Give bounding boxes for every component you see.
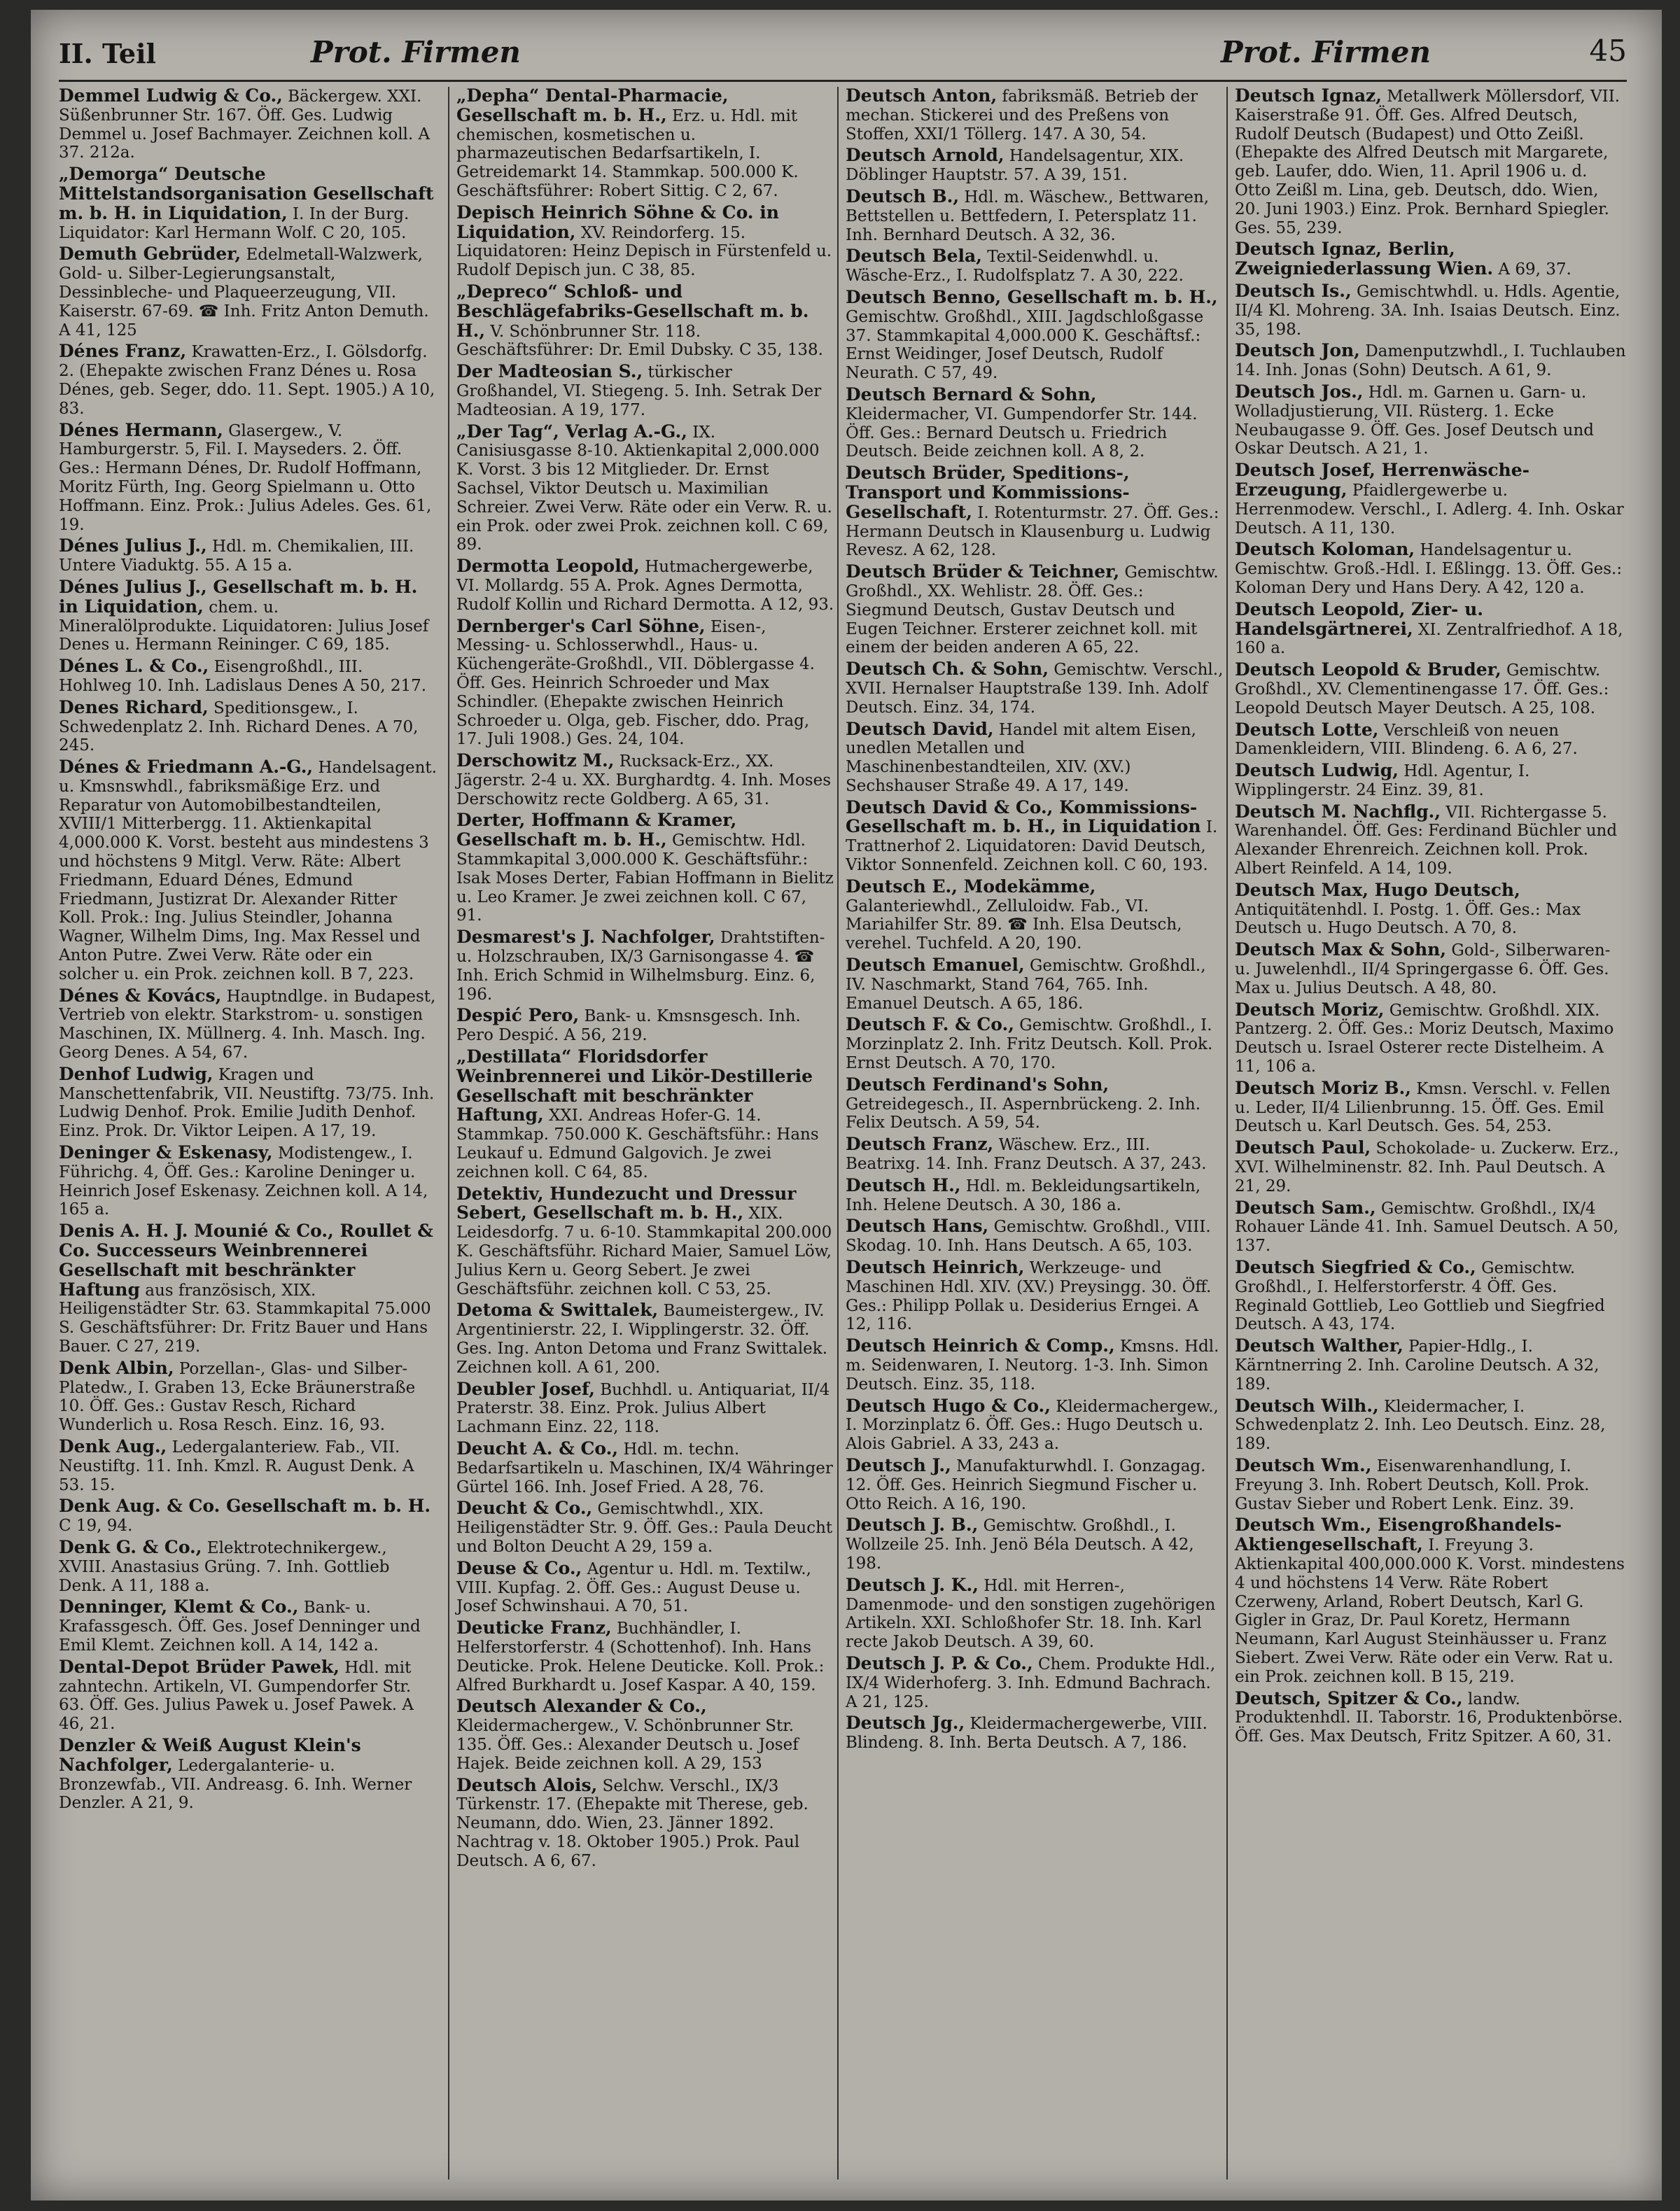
entry-details: Kleidermachergew., I. Morzinplatz 6. Öff. Ges.: Hugo Deutsch u. Alois Gabriel. A 33, 243 a. xyxy=(846,1397,1219,1454)
entry-details: Hdl. mit zahntechn. Artikeln, VI. Gumpendorfer Str. 63. Öff. Ges. Julius Pawek u. Josef Pawek. A 46, 21. xyxy=(59,1658,414,1734)
entry-details: Hdl. m. Bekleidungsartikeln, Inh. Helene Deutsch. A 30, 186 a. xyxy=(846,1177,1201,1214)
directory-entry xyxy=(456,1048,834,1182)
entry-details: Selchw. Verschl., IX/3 Türkenstr. 17. (Ehepakte mit Therese, geb. Neumann, ddo. Wien, 23. Jänner 1892. Nachtrag v. 18. Oktober 1905.) Prok. Paul Deutsch. A 6, 67. xyxy=(456,1776,808,1870)
entry-details: IX. Canisiusgasse 8-10. Aktienkapital 2,000.000 K. Vorst. 3 bis 12 Mitglieder. Dr. Ernst Sachsel, Viktor Deutsch u. Maximilian Schreier. Zwei Verw. Räte oder ein Verw. R. u. ein Prok. oder zwei Prok. zeichnen koll. C 69, 89. xyxy=(456,423,832,554)
entry-details: Hdl. m. Chemikalien, III. Untere Viaduktg. 55. A 15 a. xyxy=(59,538,414,575)
directory-entry xyxy=(456,1380,834,1437)
firm-name: Denk Albin, xyxy=(59,1357,174,1378)
entry-details: Drahtstiften- u. Holzschrauben, IX/3 Garnisongasse 4. ☎ Inh. Erich Schmid in Wilhelmsburg. Einz. 6, 196. xyxy=(456,929,825,1004)
firm-name: Deucht & Co., xyxy=(456,1498,593,1519)
directory-entry xyxy=(846,1076,1224,1132)
firm-name: „Depha“ Dental-Pharmacie, Gesellschaft m. b. H., xyxy=(456,87,729,125)
directory-entry xyxy=(846,1174,1224,1215)
firm-name: Deutsch J. B., xyxy=(846,1515,979,1536)
directory-entry xyxy=(1235,803,1627,878)
directory-entry xyxy=(59,758,437,984)
entry-details: Textil-Seidenwhdl. u. Wäsche-Erz., I. Rudolfsplatz 7. A 30, 222. xyxy=(846,248,1184,286)
directory-entry xyxy=(846,1217,1224,1256)
entry-details: Gemischtw. Großhdl., XX. Wehlistr. 28. Öff. Ges.: Siegmund Deutsch, Gustav Deutsch und Eugen Teichner. Ersterer zeichnet koll. mit einem der beiden anderen A 65, 22. xyxy=(846,563,1219,657)
entry-details: Hdl. m. Garnen u. Garn- u. Wolladjustierung, VII. Rüsterg. 1. Ecke Neubaugasse 9. Öff. Ges. Josef Deutsch und Oskar Deutsch. A 21, 1. xyxy=(1235,383,1594,458)
directory-entry xyxy=(846,1337,1224,1394)
firm-name: Denk Aug. & Co. Gesellschaft m. b. H. xyxy=(59,1496,431,1517)
directory-entry xyxy=(1235,881,1627,938)
directory-entry xyxy=(59,165,437,242)
entry-details: Glasergew., V. Hamburgerstr. 5, Fil. I. Mayseders. 2. Öff. Ges.: Hermann Dénes, Dr. Rudolf Hoffmann, Moritz Fürth, Ing. Georg Spielmann u. Otto Hoffmann. Einz. Prok.: Julius Adeles. Ges. 61, 19. xyxy=(59,421,432,534)
entry-details: Handelsagentur, XIX. Döblinger Hauptstr. 57. A 39, 151. xyxy=(846,147,1184,185)
firm-name: Deutsch Brüder & Teichner, xyxy=(846,561,1120,582)
entry-details: Schokolade- u. Zuckerw. Erz., XVI. Wilhelminenstr. 82. Inh. Paul Deutsch. A 21, 29. xyxy=(1235,1139,1619,1195)
firm-name: Deutsch Ferdinand's Sohn, xyxy=(846,1074,1110,1095)
directory-entry xyxy=(846,720,1224,796)
directory-entry xyxy=(846,956,1224,1013)
firm-name: Deutsch David, xyxy=(846,718,994,739)
directory-entry xyxy=(846,464,1224,560)
directory-entry xyxy=(1235,1001,1627,1076)
entry-details: Hdl. m. techn. Bedarfsartikeln u. Maschinen, IX/4 Währinger Gürtel 166. Inh. Josef Fried. A 28, 76. xyxy=(456,1440,833,1496)
directory-entry xyxy=(1235,240,1627,279)
directory-entry xyxy=(456,1559,834,1616)
firm-name: „Depreco“ Schloß- und Beschlägefabriks-Gesellschaft m. b. H., xyxy=(456,281,809,341)
directory-entry xyxy=(59,657,437,696)
firm-name: Denninger, Klemt & Co., xyxy=(59,1596,299,1617)
entry-details: Gemischtw. Großhdl., XIII. Jagdschloßgasse 37. Stammkapital 4,000.000 K. Geschäftsf.: Ernst Weidinger, Josef Deutsch, Rudolf Neurath. C 57, 49. xyxy=(846,307,1204,383)
directory-entry xyxy=(59,1538,437,1595)
firm-name: Deutsch Leopold, Zier- u. Handelsgärtnerei, xyxy=(1235,598,1483,639)
directory-entry xyxy=(1235,1079,1627,1136)
firm-name: Deutsch Emanuel, xyxy=(846,955,1025,976)
directory-entry xyxy=(846,1652,1224,1711)
directory-entry xyxy=(456,1301,834,1377)
directory-entry xyxy=(456,1697,834,1773)
directory-entry xyxy=(59,421,437,535)
page-number: 45 xyxy=(1589,34,1627,68)
firm-name: Deutsch Jon, xyxy=(1235,340,1360,361)
firm-name: Detoma & Swittalek, xyxy=(456,1300,659,1321)
entry-details: XV. Reindorferg. 15. Liquidatoren: Heinz Depisch in Fürstenfeld u. Rudolf Depisch jun. C 38, 85. xyxy=(456,223,832,280)
firm-name: Deutsch Josef, Herrenwäsche-Erzeugung, xyxy=(1235,460,1530,500)
firm-name: Deutsch Ignaz, Berlin, Zweigniederlassung Wien. xyxy=(1235,239,1494,279)
directory-entry xyxy=(456,283,834,360)
entry-details: Kmsn. Verschl. v. Fellen u. Leder, II/4 Lilienbrunng. 15. Öff. Ges. Emil Deutsch u. Karl Deutsch. Ges. 54, 253. xyxy=(1235,1079,1611,1136)
directory-entry xyxy=(59,1497,437,1536)
directory-entry xyxy=(59,1065,437,1141)
directory-entry xyxy=(846,87,1224,143)
directory-entry xyxy=(1235,1139,1627,1195)
entry-details: Gemischtw. Großhdl., XV. Clementinengasse 17. Öff. Ges.: Leopold Deutsch Mayer Deutsch. A 25, 108. xyxy=(1235,661,1609,717)
directory-entry xyxy=(846,247,1224,286)
directory-entry xyxy=(1235,721,1627,759)
directory-entry xyxy=(846,563,1224,657)
directory-entry xyxy=(456,363,834,419)
firm-name: Deutsch Koloman, xyxy=(1235,539,1415,560)
entry-details: Gemischtw. Großhdl., I. Helferstorferstr. 4 Öff. Ges. Reginald Gottlieb, Leo Gottlieb und Siegfried Deutsch. A 43, 174. xyxy=(1235,1259,1605,1334)
directory-entry xyxy=(1235,383,1627,458)
firm-name: Deutsch Walther, xyxy=(1235,1335,1404,1356)
directory-entry xyxy=(456,1499,834,1556)
firm-name: Deutsch Jos., xyxy=(1235,381,1364,402)
firm-name: Deutsch Anton, xyxy=(846,87,997,106)
directory-entry xyxy=(1235,461,1627,538)
directory-entry xyxy=(59,1359,437,1435)
directory-entry xyxy=(846,1516,1224,1573)
entry-details: Bank- u. Kmsnsgesch. Inh. Pero Despić. A 56, 219. xyxy=(456,1007,801,1045)
entry-details: Eisengroßhdl., III. Hohlweg 10. Inh. Ladislaus Denes A 50, 217. xyxy=(59,658,427,695)
entry-details: XIX. Leidesdorfg. 7 u. 6-10. Stammkapital 200.000 K. Geschäftsführ. Richard Maier, Samuel Löw, Julius Kern u. Georg Sebert. Je zwei Geschäftsführ. zeichnen koll. C 53, 25. xyxy=(456,1205,832,1298)
firm-name: Denzler & Weiß August Klein's Nachfolger, xyxy=(59,1734,361,1775)
entry-details: Ledergalanterie- u. Bronzewfab., VII. Andreasg. 6. Inh. Werner Denzler. A 21, 9. xyxy=(59,1756,412,1813)
columns xyxy=(59,87,1627,2180)
directory-entry xyxy=(1235,1199,1627,1256)
entry-details: Gemischtw. Großhdl., IX/4 Rohauer Lände 41. Inh. Samuel Deutsch. A 50, 137. xyxy=(1235,1199,1619,1256)
entry-details: Baumeistergew., IV. Argentinierstr. 22, I. Wipplingerstr. 32. Öff. Ges. Ing. Anton Detoma und Franz Swittalek. Zeichnen koll. A 61, 200. xyxy=(456,1302,828,1377)
firm-name: Deninger & Eskenasy, xyxy=(59,1142,273,1163)
firm-name: Deutsch David & Co., Kommissions-Gesellschaft m. b. H., in Liquidation xyxy=(846,796,1201,837)
entry-details: Verschleiß von neuen Damenkleidern, VIII. Blindeng. 6. A 6, 27. xyxy=(1235,721,1578,759)
directory-entry xyxy=(1235,342,1627,380)
firm-name: Deuticke Franz, xyxy=(456,1617,612,1638)
firm-name: Despić Pero, xyxy=(456,1005,580,1026)
firm-name: Derschowitz M., xyxy=(456,750,615,771)
entry-details: Bank- u. Krafassgesch. Öff. Ges. Josef Denninger und Emil Klemt. Zeichnen koll. A 14, 142 a. xyxy=(59,1599,421,1655)
entry-details: Hdl. m. Wäschew., Bettwaren, Bettstellen u. Bettfedern, I. Petersplatz 11. Inh. Bernhard Deutsch. A 32, 36. xyxy=(846,188,1210,244)
entry-details: VII. Richtergasse 5. Warenhandel. Öff. Ges: Ferdinand Büchler und Alexander Ehrenreich. Zeichnen koll. Prok. Albert Reinfeld. A 14, 109. xyxy=(1235,803,1618,878)
entry-details: Gemischtwhdl. u. Hdls. Agentie, II/4 Kl. Mohreng. 3A. Inh. Isaias Deutsch. Einz. 35, 198. xyxy=(1235,282,1620,339)
directory-entry xyxy=(1235,540,1627,597)
directory-entry xyxy=(846,1714,1224,1753)
firm-name: Dénes Franz, xyxy=(59,341,187,362)
directory-entry xyxy=(59,696,437,755)
directory-entry xyxy=(846,1454,1224,1513)
directory-entry xyxy=(1235,1516,1627,1686)
column-2 xyxy=(448,87,834,2180)
directory-entry xyxy=(59,87,437,162)
entry-details: Porzellan-, Glas- und Silber-Platedw., I. Graben 13, Ecke Bräunerstraße 10. Öff. Ges.: Gustav Resch, Richard Wunderlich u. Rosa Resch. Einz. 16, 93. xyxy=(59,1359,416,1435)
directory-entry xyxy=(846,386,1224,461)
firm-name: Dental-Depot Brüder Pawek, xyxy=(59,1656,340,1677)
entry-details: Rucksack-Erz., XX. Jägerstr. 2-4 u. XX. Burghardtg. 4. Inh. Moses Derschowitz recte Goldberg. A 65, 31. xyxy=(456,752,832,808)
directory-entry xyxy=(456,204,834,280)
directory-entry xyxy=(456,1619,834,1694)
firm-name: Deutsch Brüder, Speditions-, Transport und Kommissions-Gesellschaft, xyxy=(846,463,1130,522)
entry-details: C 19, 94. xyxy=(59,1517,133,1536)
entry-details: Gemischtw. Großhdl., I. Wollzeile 25. Inh. Jenö Béla Deutsch. A 42, 198. xyxy=(846,1517,1194,1573)
firm-name: Deutsch F. & Co., xyxy=(846,1014,1014,1035)
firm-name: Deutsch Wm., xyxy=(1235,1454,1372,1475)
entry-details: Pfaidlergewerbe u. Herrenmodew. Verschl., I. Adlerg. 4. Inh. Oskar Deutsch. A 11, 130. xyxy=(1235,481,1624,538)
entry-details: I. Trattnerhof 2. Liquidatoren: David Deutsch, Viktor Sonnenfeld. Zeichnen koll. C 60, 193. xyxy=(846,818,1218,875)
firm-name: Deutsch Hans, xyxy=(846,1216,989,1237)
entry-details: Gemischtw. Großhdl. XIX. Pantzerg. 2. Öff. Ges.: Moriz Deutsch, Maximo Deutsch u. Israel Osterer recte Distelheim. A 11, 106 a. xyxy=(1235,1001,1614,1076)
firm-name: Dernberger's Carl Söhne, xyxy=(456,615,706,636)
entry-details: Handel mit altem Eisen, unedlen Metallen und Maschinenbestandteilen, XIV. (XV.) Sechshauser Straße 49. A 17, 149. xyxy=(846,720,1196,795)
entry-details: chem. u. Mineralölprodukte. Liquidatoren: Julius Josef Denes u. Hermann Reininger. C 69, 185. xyxy=(59,598,429,654)
directory-entry xyxy=(456,928,834,1004)
firm-name: Denis A. H. J. Mounié & Co., Roullet & Co. Successeurs Weinbrennerei Gesellschaft mit beschränkter Haftung xyxy=(59,1221,433,1300)
entry-details: Wäschew. Erz., III. Beatrixg. 14. Inh. Franz Deutsch. A 37, 243. xyxy=(846,1136,1207,1174)
directory-entry xyxy=(846,660,1224,717)
entry-details: Manufakturwhdl. I. Gonzagag. 12. Öff. Ges. Heinrich Siegmund Fischer u. Otto Reich. A 16, 190. xyxy=(846,1457,1206,1513)
directory-entry xyxy=(456,1006,834,1045)
firm-name: Denk G. & Co., xyxy=(59,1536,202,1557)
firm-name: Dénes & Friedmann A.-G., xyxy=(59,757,314,778)
firm-name: Deutsch H., xyxy=(846,1174,961,1195)
directory-entry xyxy=(1235,1337,1627,1394)
directory-entry xyxy=(456,1440,834,1496)
firm-name: Der Madteosian S., xyxy=(456,361,643,382)
entry-details: I. Freyung 3. Aktienkapital 400,000.000 K. Vorst. mindestens 4 und höchstens 14 Verw. Räte Robert Czerweny, Arland, Robert Deutsch, Karl G. Gigler in Graz, Dr. Paul Koretz, Hermann Neumann, Karl August Steinhäusser u. Franz Siebert. Zwei Verw. Räte oder ein Verw. Rat u. ein Prok. zeichnen koll. B 15, 219. xyxy=(1235,1536,1625,1686)
firm-name: „Der Tag“, Verlag A.-G., xyxy=(456,421,687,442)
directory-entry xyxy=(59,1598,437,1655)
directory-entry xyxy=(1235,1687,1627,1746)
firm-name: Deutsch Max, Hugo Deutsch, xyxy=(1235,879,1520,900)
firm-name: Deutsch Lotte, xyxy=(1235,719,1379,740)
part-label: II. Teil xyxy=(59,38,156,69)
firm-name: Deuse & Co., xyxy=(456,1557,582,1578)
firm-name: Dénes Julius J., Gesellschaft m. b. H. in Liquidation, xyxy=(59,576,418,617)
directory-entry xyxy=(846,878,1224,953)
entry-details: V. Schönbrunner Str. 118. Geschäftsführer: Dr. Emil Dubsky. C 35, 138. xyxy=(456,322,823,360)
entry-details: Krawatten-Erz., I. Gölsdorfg. 2. (Ehepakte zwischen Franz Dénes u. Rosa Dénes, geb. Seger, ddo. 11. Sept. 1905.) A 10, 83. xyxy=(59,343,435,418)
directory-entry xyxy=(846,146,1224,185)
entry-details: XI. Zentralfriedhof. A 18, 160 a. xyxy=(1235,620,1623,658)
firm-name: „Destillata“ Floridsdorfer Weinbrennerei und Likör-Destillerie Gesellschaft mit beschränkter Haftung, xyxy=(456,1046,813,1125)
directory-entry xyxy=(1235,1454,1627,1513)
directory-entry xyxy=(59,1658,437,1734)
running-title-right: Prot. Firmen xyxy=(1221,35,1431,69)
firm-name: Deubler Josef, xyxy=(456,1378,595,1399)
entry-details: Agentur u. Hdl. m. Textilw., VIII. Kupfag. 2. Öff. Ges.: August Deuse u. Josef Schwinshaui. A 70, 51. xyxy=(456,1559,811,1616)
directory-entry xyxy=(456,423,834,555)
firm-name: Dénes & Kovács, xyxy=(59,985,222,1006)
directory-entry xyxy=(846,288,1224,383)
firm-name: Deutsch Heinrich & Comp., xyxy=(846,1335,1115,1356)
entry-details: Hauptndlge. in Budapest, Vertrieb von elektr. Starkstrom- u. sonstigen Maschinen, IX. Müllnerg. 4. Inh. Masch. Ing. Georg Denes. A 54, 67. xyxy=(59,987,436,1062)
firm-name: Deutsch Ch. & Sohn, xyxy=(846,659,1049,680)
firm-name: Deutsch Bela, xyxy=(846,246,982,267)
entry-details: Antiquitätenhdl. I. Postg. 1. Öff. Ges.: Max Deutsch u. Hugo Deutsch. A 70, 8. xyxy=(1235,900,1581,938)
directory-entry xyxy=(456,1776,834,1871)
entry-details: türkischer Großhandel, VI. Stiegeng. 5. Inh. Setrak Der Madteosian. A 19, 177. xyxy=(456,363,822,419)
entry-details: Edelmetall-Walzwerk, Gold- u. Silber-Legierungsanstalt, Dessinbleche- und Plaqueerzeugung, VII. Kaiserstr. 67-69. ☎ Inh. Fritz Anton Demuth. A 41, 125 xyxy=(59,246,429,339)
firm-name: Desmarest's J. Nachfolger, xyxy=(456,927,715,948)
directory-entry xyxy=(846,796,1224,875)
firm-name: Demuth Gebrüder, xyxy=(59,244,241,265)
directory-entry xyxy=(846,1258,1224,1334)
entry-details: Chem. Produkte Hdl., IX/4 Widerhoferg. 3. Inh. Edmund Bachrach. A 21, 125. xyxy=(846,1655,1216,1711)
firm-name: Deutsch, Spitzer & Co., xyxy=(1235,1687,1463,1708)
entry-details: Modistengew., I. Führichg. 4, Öff. Ges.: Karoline Deninger u. Heinrich Josef Eskenasy. Zeichnen koll. A 14, 165 a. xyxy=(59,1144,428,1219)
directory-entry xyxy=(59,1144,437,1219)
directory-entry xyxy=(456,87,834,201)
firm-name: Denhof Ludwig, xyxy=(59,1063,214,1084)
column-3 xyxy=(837,87,1224,2180)
entry-details: Papier-Hdlg., I. Kärntnerring 2. Inh. Caroline Deutsch. A 32, 189. xyxy=(1235,1338,1600,1394)
running-title-left: Prot. Firmen xyxy=(311,35,521,69)
entry-details: I. In der Burg. Liquidator: Karl Hermann Wolf. C 20, 105. xyxy=(59,204,410,242)
firm-name: Deutsch Heinrich, xyxy=(846,1257,1025,1278)
entry-details: Elektrotechnikergew., XVIII. Anastasius Grüng. 7. Inh. Gottlieb Denk. A 11, 188 a. xyxy=(59,1538,390,1595)
firm-name: Deutsch Paul, xyxy=(1235,1137,1371,1158)
directory-entry xyxy=(1235,87,1627,237)
entry-details: Speditionsgew., I. Schwedenplatz 2. Inh. Richard Denes. A 70, 245. xyxy=(59,699,419,755)
firm-name: Deutsch Franz, xyxy=(846,1134,994,1155)
entry-details: Kmsns. Hdl. m. Seidenwaren, I. Neutorg. 1-3. Inh. Simon Deutsch. Einz. 35, 118. xyxy=(846,1338,1219,1394)
entry-details: Ledergalanteriew. Fab., VII. Neustiftg. 11. Inh. Kmzl. R. August Denk. A 53. 15. xyxy=(59,1438,414,1494)
directory-entry xyxy=(59,1438,437,1494)
entry-details: Hutmachergewerbe, VI. Mollardg. 55 A. Prok. Agnes Dermotta, Rudolf Kollin und Richard Dermotta. A 12, 93. xyxy=(456,558,834,614)
entry-details: Gold-, Silberwaren- u. Juwelenhdl., II/4 Springergasse 6. Öff. Ges. Max u. Julius Deutsch. A 48, 80. xyxy=(1235,941,1611,997)
directory-entry xyxy=(846,185,1224,244)
directory-entry xyxy=(846,1576,1224,1652)
firm-name: Deutsch J. K., xyxy=(846,1574,979,1595)
firm-name: Deutsch Benno, Gesellschaft m. b. H., xyxy=(846,286,1218,307)
entry-details: Gemischtw. Großhdl., I. Morzinplatz 2. Inh. Fritz Deutsch. Koll. Prok. Ernst Deutsch. A 70, 170. xyxy=(846,1016,1213,1073)
firm-name: Deutsch Sam., xyxy=(1235,1197,1376,1218)
firm-name: Deutsch Wm., Eisengroßhandels-Aktiengesellschaft, xyxy=(1235,1515,1562,1555)
firm-name: Dénes L. & Co., xyxy=(59,656,209,677)
firm-name: Deutsch J., xyxy=(846,1454,951,1475)
firm-name: Deutsch Alois, xyxy=(456,1774,598,1795)
firm-name: Deutsch Moriz, xyxy=(1235,999,1385,1020)
firm-name: Deutsch Is., xyxy=(1235,280,1352,301)
entry-details: Galanteriewhdl., Zelluloidw. Fab., VI. Mariahilfer Str. 89. ☎ Inh. Elsa Deutsch, verehel. Tuchfeld. A 20, 190. xyxy=(846,897,1182,953)
firm-name: Deutsch Jg., xyxy=(846,1713,965,1734)
firm-name: Denk Aug., xyxy=(59,1436,167,1457)
firm-name: Dénes Hermann, xyxy=(59,419,223,440)
entry-details: landw. Produktenhdl. II. Taborstr. 16, Produktenbörse. Öff. Ges. Max Deutsch, Fritz Spitzer. A 60, 31. xyxy=(1235,1690,1623,1746)
directory-entry xyxy=(59,987,437,1062)
entry-details: Kleidermachergewerbe, VIII. Blindeng. 8. Inh. Berta Deutsch. A 7, 186. xyxy=(846,1715,1208,1753)
directory-entry xyxy=(456,811,834,925)
entry-details: Kleidermachergew., V. Schönbrunner Str. 135. Öff. Ges.: Alexander Deutsch u. Josef Hajek. Beide zeichnen koll. A 29, 153 xyxy=(456,1717,799,1773)
entry-details: Kleidermacher, I. Schwedenplatz 2. Inh. Leo Deutsch. Einz. 28, 189. xyxy=(1235,1397,1606,1454)
directory-entry xyxy=(456,752,834,808)
directory-entry xyxy=(846,1397,1224,1454)
directory-entry xyxy=(846,1016,1224,1072)
firm-name: Deutsch Leopold & Bruder, xyxy=(1235,659,1502,680)
firm-name: Deutsch Moriz B., xyxy=(1235,1077,1411,1098)
firm-name: Deutsch Bernard & Sohn, xyxy=(846,384,1097,405)
firm-name: Dénes Julius J., xyxy=(59,535,207,556)
entry-details: Hdl. Agentur, I. Wipplingerstr. 24 Einz. 39, 81. xyxy=(1235,762,1530,799)
directory-entry xyxy=(59,578,437,654)
directory-entry xyxy=(1235,598,1627,658)
directory-entry xyxy=(456,617,834,750)
firm-name: Deutsch J. P. & Co., xyxy=(846,1652,1033,1673)
directory-entry xyxy=(456,557,834,614)
firm-name: „Demorga“ Deutsche Mittelstandsorganisation Gesellschaft m. b. H. in Liquidation, xyxy=(59,164,434,223)
entry-details: Handelsagent. u. Kmsnswhdl., fabriksmäßige Erz. und Reparatur von Automobilbestandteilen, XVIII/1 Mitterbergg. 11. Aktienkapital 4,000.000 K. Vorst. besteht aus mindestens 3 und höchstens 9 Mitgl. Verw. Räte: Albert Friedmann, Eduard Dénes, Edmund Friedmann, Justizrat Dr. Alexander Ritter Koll. Prok.: Ing. Julius Steindler, Johanna Wagner, Wilhelm Dims, Ing. Max Ressel und Anton Putre. Zwei Verw. Räte oder ein solcher u. ein Prok. zeichnen koll. B 7, 223. xyxy=(59,759,437,983)
firm-name: Deutsch Hugo & Co., xyxy=(846,1395,1051,1416)
directory-entry xyxy=(456,1185,834,1299)
firm-name: Deutsch Ignaz, xyxy=(1235,87,1382,106)
firm-name: Dermotta Leopold, xyxy=(456,556,640,577)
firm-name: Deutsch Max & Sohn, xyxy=(1235,939,1447,960)
entry-details: Buchhdl. u. Antiquariat, II/4 Praterstr. 38. Einz. Prok. Julius Albert Lachmann Einz. 22, 118. xyxy=(456,1380,830,1437)
entry-details: A 69, 37. xyxy=(1498,260,1572,279)
directory-page xyxy=(31,10,1662,2201)
entry-details: Handelsagentur u. Gemischtw. Groß.-Hdl. I. Eßlingg. 13. Öff. Ges.: Koloman Dery und Hans Dery. A 42, 120 a. xyxy=(1235,541,1623,597)
firm-name: Deutsch E., Modekämme, xyxy=(846,876,1096,897)
directory-entry xyxy=(59,537,437,575)
firm-name: Deutsch B., xyxy=(846,185,960,206)
directory-entry xyxy=(59,1222,437,1356)
directory-entry xyxy=(1235,1258,1627,1334)
directory-entry xyxy=(1235,282,1627,339)
firm-name: Derter, Hoffmann & Kramer, Gesellschaft m. b. H., xyxy=(456,810,737,850)
entry-details: Eisen-, Messing- u. Schlosserwhdl., Haus- u. Küchengeräte-Großhdl., VII. Döblergasse 4. Öff. Ges. Heinrich Schroeder und Max Schindler. (Ehepakte zwischen Heinrich Schroeder u. Olga, geb. Fischer, ddo. Prag, 17. Juli 1908.) Ges. 24, 104. xyxy=(456,617,815,749)
entry-details: XXI. Andreas Hofer-G. 14. Stammkap. 750.000 K. Geschäftsführ.: Hans Leukauf u. Edmund Galgovich. Je zwei zeichnen koll. C 64, 85. xyxy=(456,1107,819,1181)
firm-name: Deutsch Wilh., xyxy=(1235,1395,1379,1416)
entry-details: aus französisch, XIX. Heiligenstädter Str. 63. Stammkapital 75.000 S. Geschäftsführer: Dr. Fritz Bauer und Hans Bauer. C 27, 219. xyxy=(59,1281,431,1356)
firm-name: Deucht A. & Co., xyxy=(456,1438,619,1459)
directory-entry xyxy=(846,1135,1224,1174)
column-4 xyxy=(1226,87,1627,2180)
entry-details: Hdl. mit Herren-, Damenmode- und den sonstigen zugehörigen Artikeln. XXI. Schloßhofer Str. 18. Inh. Karl recte Jakob Deutsch. A 39, 60. xyxy=(846,1576,1216,1652)
firm-name: Deutsch Siegfried & Co., xyxy=(1235,1257,1476,1278)
directory-entry xyxy=(1235,661,1627,717)
entry-details: Gemischtw. Großhdl., IV. Naschmarkt, Stand 764, 765. Inh. Emanuel Deutsch. A 65, 186. xyxy=(846,957,1206,1013)
directory-entry xyxy=(59,342,437,418)
page-header xyxy=(59,31,1627,82)
directory-entry xyxy=(1235,761,1627,800)
firm-name: Detektiv, Hundezucht und Dressur Sebert, Gesellschaft m. b. H., xyxy=(456,1183,797,1223)
entry-details: Kragen und Manschettenfabrik, VII. Neustiftg. 73/75. Inh. Ludwig Denhof. Prok. Emilie Judith Denhof. Einz. Prok. Dr. Viktor Leipen. A 17, 19. xyxy=(59,1065,435,1141)
directory-entry xyxy=(1235,1397,1627,1454)
directory-entry xyxy=(59,1736,437,1813)
entry-details: Werkzeuge- und Maschinen Hdl. XIV. (XV.) Preysingg. 30. Öff. Ges.: Philipp Pollak u. Desiderius Erngei. A 12, 116. xyxy=(846,1259,1212,1334)
entry-details: Gemischtw. Hdl. Stammkapital 3,000.000 K. Geschäftsführ.: Isak Moses Derter, Fabian Hoffmann in Bielitz u. Leo Kramer. Je zwei zeichnen koll. C 67, 91. xyxy=(456,831,834,925)
entry-details: Getreidegesch., II. Aspernbrückeng. 2. Inh. Felix Deutsch. A 59, 54. xyxy=(846,1095,1201,1132)
firm-name: Deutsch Arnold, xyxy=(846,145,1004,166)
firm-name: Deutsch M. Nachflg., xyxy=(1235,801,1441,822)
entry-details: Eisenwarenhandlung, I. Freyung 3. Inh. Robert Deutsch, Koll. Prok. Gustav Sieber und Robert Lenk. Einz. 39. xyxy=(1235,1457,1590,1513)
entry-details: Metallwerk Möllersdorf, VII. Kaiserstraße 91. Öff. Ges. Alfred Deutsch, Rudolf Deutsch (Budapest) und Otto Zeißl. (Ehepakte des Alfred Deutsch mit Margarete, geb. Laufer, ddo. Wien, 11. April 1906 u. d. Otto Zeißl m. Lina, geb. Deutsch, ddo. Wien, 20. Juni 1903.) Einz. Prok. Bernhard Spiegler. Ges. 55, 239. xyxy=(1235,87,1620,237)
entry-details: Buchhändler, I. Helferstorferstr. 4 (Schottenhof). Inh. Hans Deuticke. Prok. Helene Deuticke. Koll. Prok.: Alfred Burkhardt u. Josef Kaspar. A 40, 159. xyxy=(456,1620,825,1694)
firm-name: Denes Richard, xyxy=(59,696,209,717)
directory-entry xyxy=(1235,941,1627,997)
column-1 xyxy=(59,87,437,2180)
entry-details: Gemischtw. Großhdl., VIII. Skodag. 10. Inh. Hans Deutsch. A 65, 103. xyxy=(846,1218,1211,1256)
firm-name: Depisch Heinrich Söhne & Co. in Liquidation, xyxy=(456,202,779,242)
directory-entry xyxy=(59,245,437,339)
entry-details: Gemischtw. Verschl., XVII. Hernalser Hauptstraße 139. Inh. Adolf Deutsch. Einz. 34, 174. xyxy=(846,661,1224,717)
entry-details: Bäckergew. XXI. Süßenbrunner Str. 167. Öff. Ges. Ludwig Demmel u. Josef Bachmayer. Zeichnen koll. A 37. 212a. xyxy=(59,87,430,162)
entry-details: Damenputzwhdl., I. Tuchlauben 14. Inh. Jonas (Sohn) Deutsch. A 61, 9. xyxy=(1235,342,1626,380)
firm-name: Deutsch Alexander & Co., xyxy=(456,1696,707,1717)
firm-name: Deutsch Ludwig, xyxy=(1235,760,1399,781)
entry-details: I. Rotenturmstr. 27. Öff. Ges.: Hermann Deutsch in Klausenburg u. Ludwig Revesz. A 62, 128. xyxy=(846,503,1219,560)
entry-details: Gemischtwhdl., XIX. Heiligenstädter Str. 9. Öff. Ges.: Paula Deucht und Bolton Deucht A 29, 159 a. xyxy=(456,1500,833,1556)
entry-details: Erz. u. Hdl. mit chemischen, kosmetischen u. pharmazeutischen Bedarfsartikeln, I. Getreidemarkt 14. Stammkap. 500.000 K. Geschäftsführer: Robert Sittig. C 2, 67. xyxy=(456,106,799,200)
firm-name: Demmel Ludwig & Co., xyxy=(59,87,283,106)
entry-details: fabriksmäß. Betrieb der mechan. Stickerei und des Preßens von Stoffen, XXI/1 Töllerg. 147. A 30, 54. xyxy=(846,87,1198,143)
entry-details: Kleidermacher, VI. Gumpendorfer Str. 144. Öff. Ges.: Bernard Deutsch u. Friedrich Deutsch. Beide zeichnen koll. A 8, 2. xyxy=(846,405,1198,461)
